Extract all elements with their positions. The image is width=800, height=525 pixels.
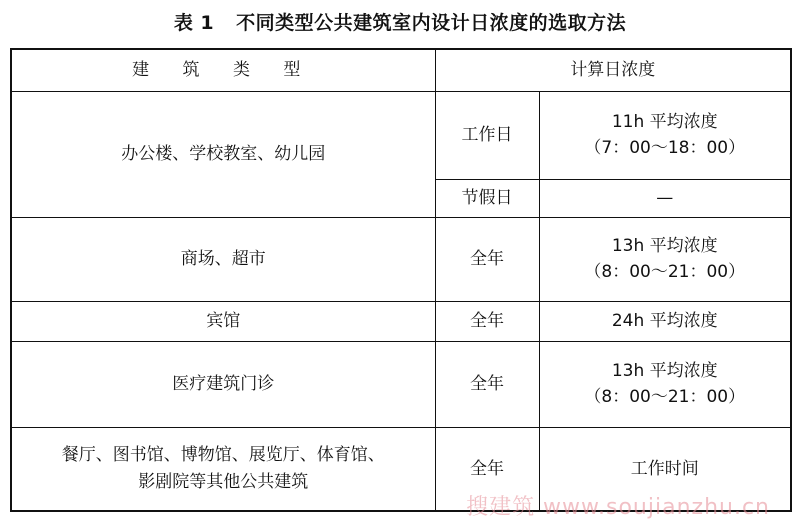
cell-clinic-type: 医疗建筑门诊 xyxy=(11,341,435,427)
cell-office-holiday: 节假日 xyxy=(435,179,539,217)
cell-mall-period: 全年 xyxy=(435,217,539,301)
table-header-row xyxy=(11,49,791,91)
cell-mall-value xyxy=(539,217,791,301)
mall-range: （8：00～21：00） xyxy=(584,262,746,282)
clinic-value: 13h 平均浓度 xyxy=(611,360,718,381)
table-row xyxy=(11,341,791,427)
venues-type-line1: 餐厅、图书馆、博物馆、展览厅、体育馆、 xyxy=(61,445,385,466)
watermark: 搜建筑 www.soujianzhu.cn xyxy=(466,495,770,520)
concentration-table xyxy=(10,48,792,512)
table-caption: 不同类型公共建筑室内设计日浓度的选取方法 xyxy=(236,12,627,34)
cell-hotel-type: 宾馆 xyxy=(11,301,435,341)
cell-mall-type: 商场、超市 xyxy=(11,217,435,301)
office-workday-value: 11h 平均浓度 xyxy=(611,111,718,132)
cell-office-type: 办公楼、学校教室、幼儿园 xyxy=(11,91,435,217)
cell-venues-value: 工作时间 xyxy=(539,427,791,511)
venues-type-line2: 影剧院等其他公共建筑 xyxy=(138,471,309,492)
cell-clinic-period: 全年 xyxy=(435,341,539,427)
cell-office-holiday-value: — xyxy=(539,179,791,217)
cell-hotel-period: 全年 xyxy=(435,301,539,341)
cell-office-workday-value xyxy=(539,91,791,179)
table-number: 表 1 xyxy=(173,12,215,34)
table-row xyxy=(11,301,791,341)
cell-hotel-value: 24h 平均浓度 xyxy=(539,301,791,341)
mall-value: 13h 平均浓度 xyxy=(611,235,718,256)
table-row xyxy=(11,427,791,511)
clinic-range: （8：00～21：00） xyxy=(584,387,746,407)
cell-office-workday: 工作日 xyxy=(435,91,539,179)
cell-clinic-value xyxy=(539,341,791,427)
table-row xyxy=(11,91,791,179)
cell-venues-period: 全年 xyxy=(435,427,539,511)
header-building-type: 建 筑 类 型 xyxy=(11,49,435,91)
cell-venues-type xyxy=(11,427,435,511)
header-calc-concentration: 计算日浓度 xyxy=(435,49,791,91)
office-workday-range: （7：00～18：00） xyxy=(584,138,746,158)
table-title xyxy=(0,8,800,35)
table-row xyxy=(11,217,791,301)
